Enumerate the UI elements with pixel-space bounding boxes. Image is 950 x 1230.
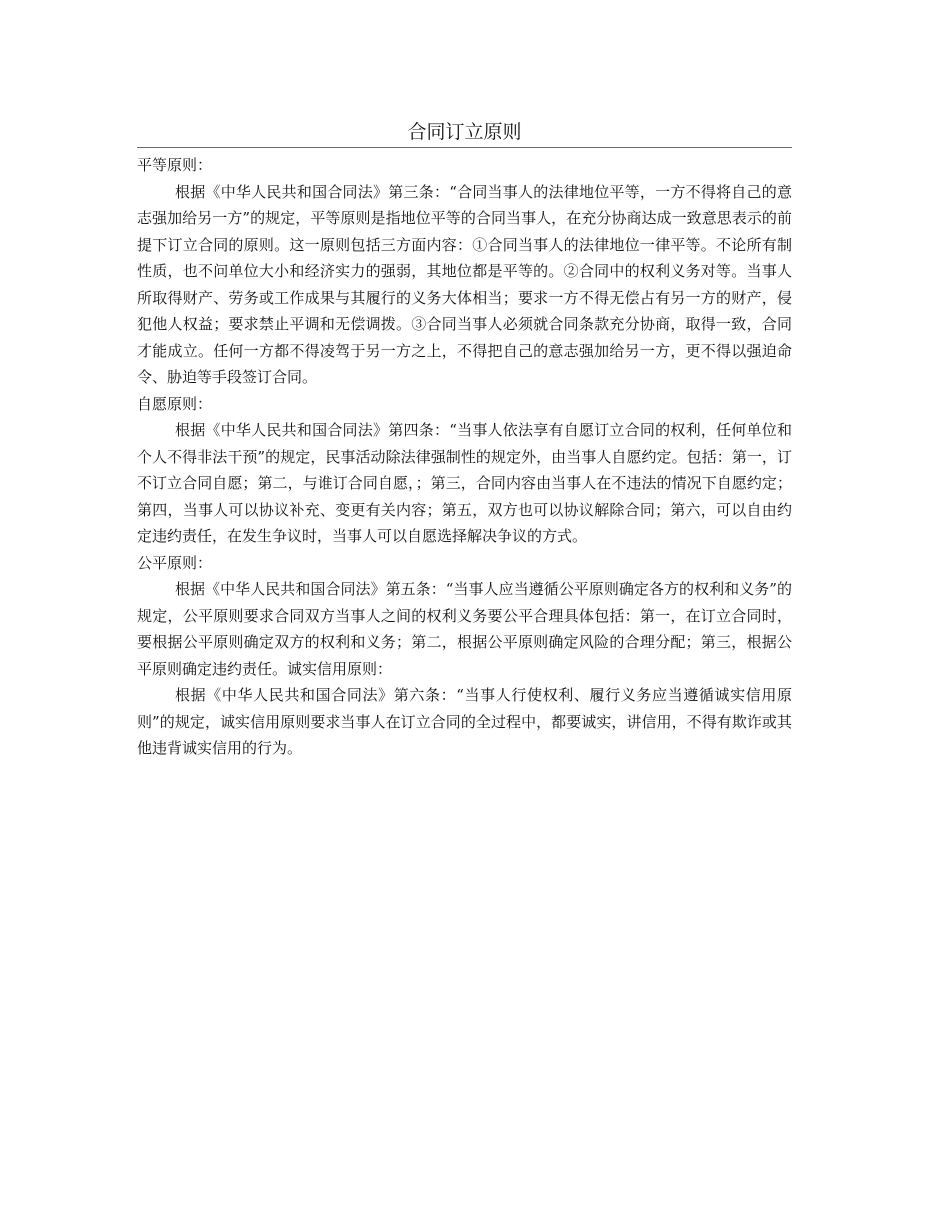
section-fairness <box>137 550 792 683</box>
paragraph-voluntariness: 根据《中华人民共和国合同法》第四条：“当事人依法享有自愿订立合同的权利，任何单位和个人不得非法干预”的规定，民事活动除法律强制性的规定外，由当事人自愿约定。包括：第一，订不订立合同自愿；第二，与谁订合同自愿，；第三，合同内容由当事人在不违法的情况下自愿约定；第四，当事人可以协议补充、变更有关内容；第五，双方也可以协议解除合同；第六，可以自由约定违约责任，在发生争议时，当事人可以自愿选择解决争议的方式。 <box>137 421 792 545</box>
paragraph-good-faith: 根据《中华人民共和国合同法》第六条：“当事人行使权利、履行义务应当遵循诚实信用原则”的规定，诚实信用原则要求当事人在订立合同的全过程中，都要诚实，讲信用，不得有欺诈或其他违背诚实信用的行为。 <box>137 686 792 757</box>
paragraph-equality: 根据《中华人民共和国合同法》第三条：“合同当事人的法律地位平等，一方不得将自己的意志强加给另一方”的规定，平等原则是指地位平等的合同当事人，在充分协商达成一致意思表示的前提下订立合同的原则。这一原则包括三方面内容：①合同当事人的法律地位一律平等。不论所有制性质，也不问单位大小和经济实力的强弱，其地位都是平等的。②合同中的权利义务对等。当事人所取得财产、劳务或工作成果与其履行的义务大体相当；要求一方不得无偿占有另一方的财产，侵犯他人权益；要求禁止平调和无偿调拨。③合同当事人必须就合同条款充分协商，取得一致，合同才能成立。任何一方都不得凌驾于另一方之上，不得把自己的意志强加给另一方，更不得以强迫命令、胁迫等手段签订合同。 <box>137 182 792 386</box>
document-page <box>137 118 792 762</box>
section-good-faith <box>137 682 792 762</box>
section-heading-voluntariness: 自愿原则： <box>137 394 213 413</box>
document-title: 合同订立原则 <box>407 121 522 143</box>
section-heading-fairness: 公平原则： <box>137 553 213 572</box>
section-equality <box>137 152 792 391</box>
section-heading-equality: 平等原则： <box>137 156 213 174</box>
title-divider <box>137 147 792 148</box>
paragraph-fairness: 根据《中华人民共和国合同法》第五条：“当事人应当遵循公平原则确定各方的权利和义务”的规定，公平原则要求合同双方当事人之间的权利义务要公平合理具体包括：第一，在订立合同时，要根据公平原则确定双方的权利和义务；第二，根据公平原则确定风险的合理分配；第三，根据公平原则确定违约责任。诚实信用原则： <box>137 580 792 678</box>
section-voluntariness <box>137 391 792 550</box>
